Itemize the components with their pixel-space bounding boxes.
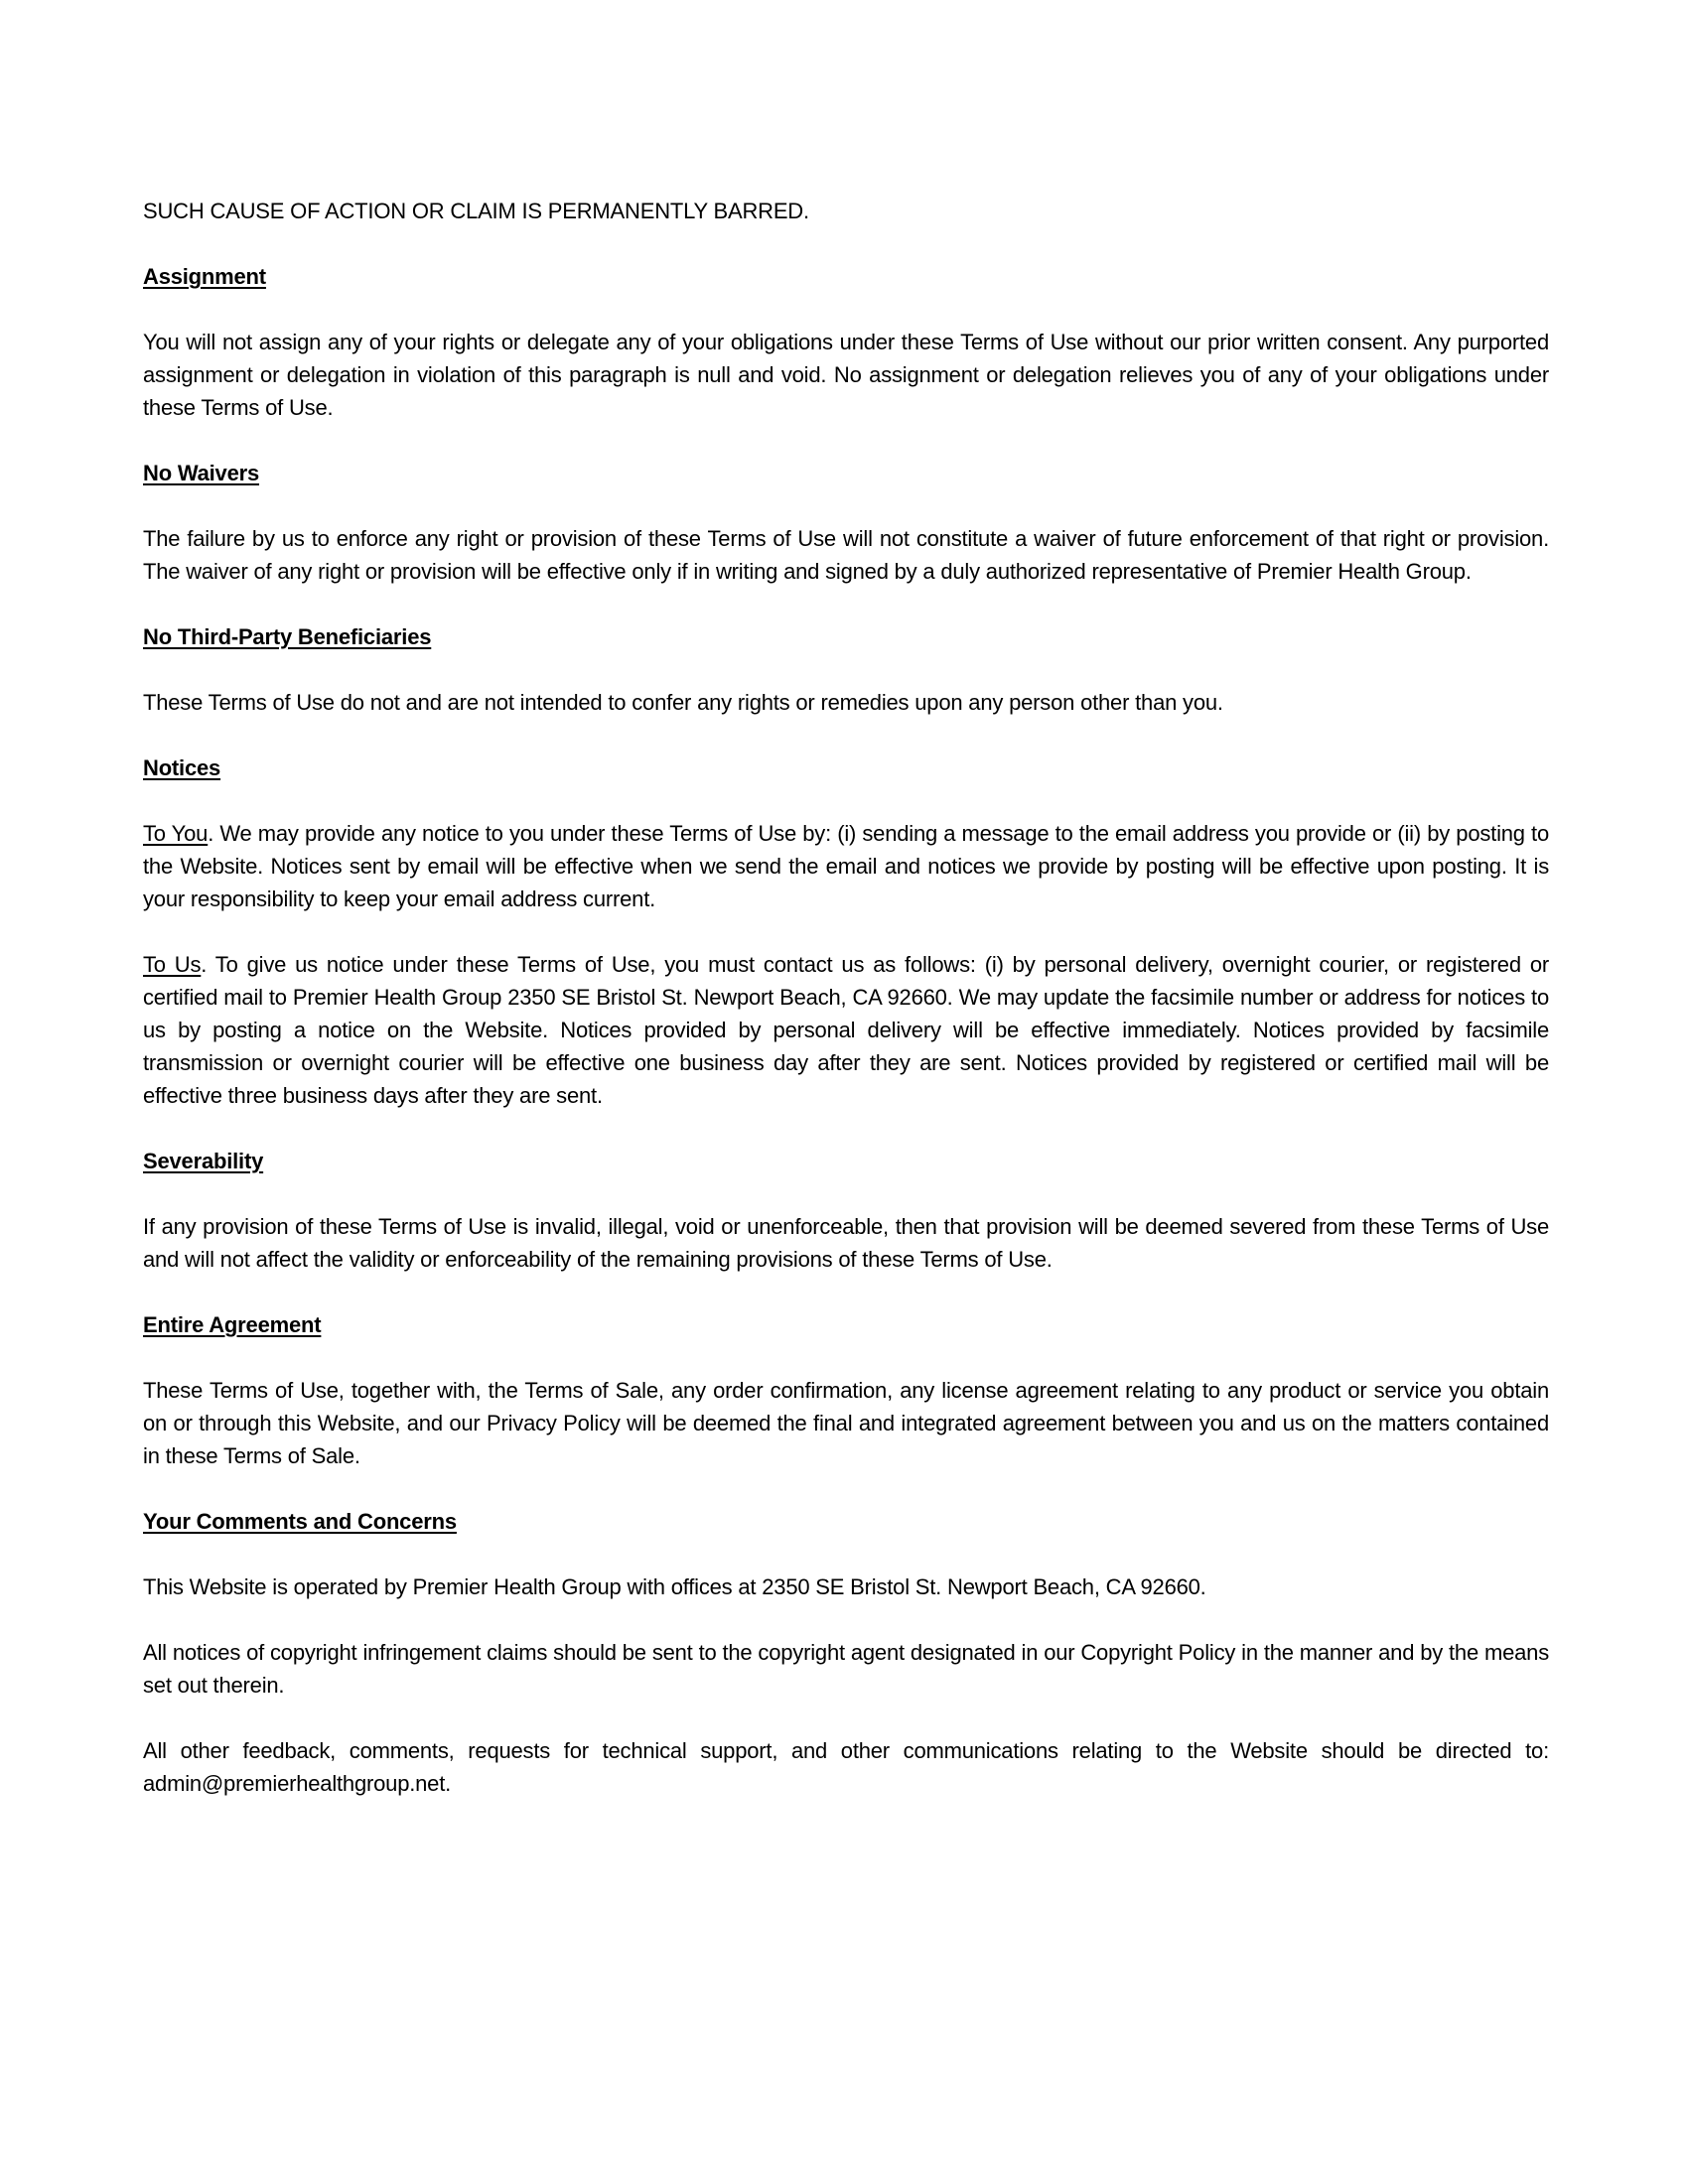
heading-your-comments-and-concerns: Your Comments and Concerns — [143, 1509, 457, 1534]
paragraph-no-third-party-beneficiaries: These Terms of Use do not and are not intended to confer any rights or remedies upon any person other than you. — [143, 690, 1223, 715]
paragraph-notices-to-us — [143, 948, 1549, 1112]
heading-assignment: Assignment — [143, 264, 266, 289]
to-us-text: . To give us notice under these Terms of Use, you must contact us as follows: (i) by personal delivery, overnight courier, or registered or certified mail to Premier Health Group 2350 SE Bristol St. Newport Beach, CA 92660. We may update the facsimile number or address for notices to us by posting a notice on the Website. Notices provided by personal delivery will be effective immediately. Notices provided by facsimile transmission or overnight courier will be effective one business day after they are sent. Notices provided by registered or certified mail will be effective three business days after they are sent. — [143, 952, 1549, 1108]
to-you-text: . We may provide any notice to you under these Terms of Use by: (i) sending a message to the email address you provide or (ii) by posting to the Website. Notices sent by email will be effective when we send the email and notices we provide by posting will be effective upon posting. It is your responsibility to keep your email address current. — [143, 821, 1549, 911]
paragraph-notices-to-you — [143, 817, 1549, 915]
heading-notices: Notices — [143, 755, 221, 780]
intro-line: SUCH CAUSE OF ACTION OR CLAIM IS PERMANENTLY BARRED. — [143, 199, 809, 223]
paragraph-website-operated-by: This Website is operated by Premier Health Group with offices at 2350 SE Bristol St. Newport Beach, CA 92660. — [143, 1574, 1206, 1599]
paragraph-feedback-contact: All other feedback, comments, requests for technical support, and other communications relating to the Website should be directed to: admin@premierhealthgroup.net. — [143, 1738, 1549, 1796]
paragraph-assignment: You will not assign any of your rights or delegate any of your obligations under these Terms of Use without our prior written consent. Any purported assignment or delegation in violation of this paragraph is null and void. No assignment or delegation relieves you of any of your obligations under these Terms of Use. — [143, 330, 1549, 420]
paragraph-no-waivers: The failure by us to enforce any right or provision of these Terms of Use will not constitute a waiver of future enforcement of that right or provision. The waiver of any right or provision will be effective only if in writing and signed by a duly authorized representative of Premier Health Group. — [143, 526, 1549, 584]
heading-no-waivers: No Waivers — [143, 461, 260, 485]
paragraph-copyright-notices: All notices of copyright infringement claims should be sent to the copyright agent designated in our Copyright Policy in the manner and by the means set out therein. — [143, 1640, 1549, 1698]
heading-severability: Severability — [143, 1149, 264, 1173]
paragraph-severability: If any provision of these Terms of Use is invalid, illegal, void or unenforceable, then that provision will be deemed severed from these Terms of Use and will not affect the validity or enforceability of the remaining provisions of these Terms of Use. — [143, 1214, 1549, 1272]
to-you-lead: To You — [143, 821, 209, 846]
heading-entire-agreement: Entire Agreement — [143, 1312, 322, 1337]
to-us-lead: To Us — [143, 952, 202, 977]
paragraph-entire-agreement: These Terms of Use, together with, the Terms of Sale, any order confirmation, any license agreement relating to any product or service you obtain on or through this Website, and our Privacy Policy will be deemed the final and integrated agreement between you and us on the matters contained in these Terms of Sale. — [143, 1378, 1549, 1468]
heading-no-third-party-beneficiaries: No Third-Party Beneficiaries — [143, 624, 432, 649]
